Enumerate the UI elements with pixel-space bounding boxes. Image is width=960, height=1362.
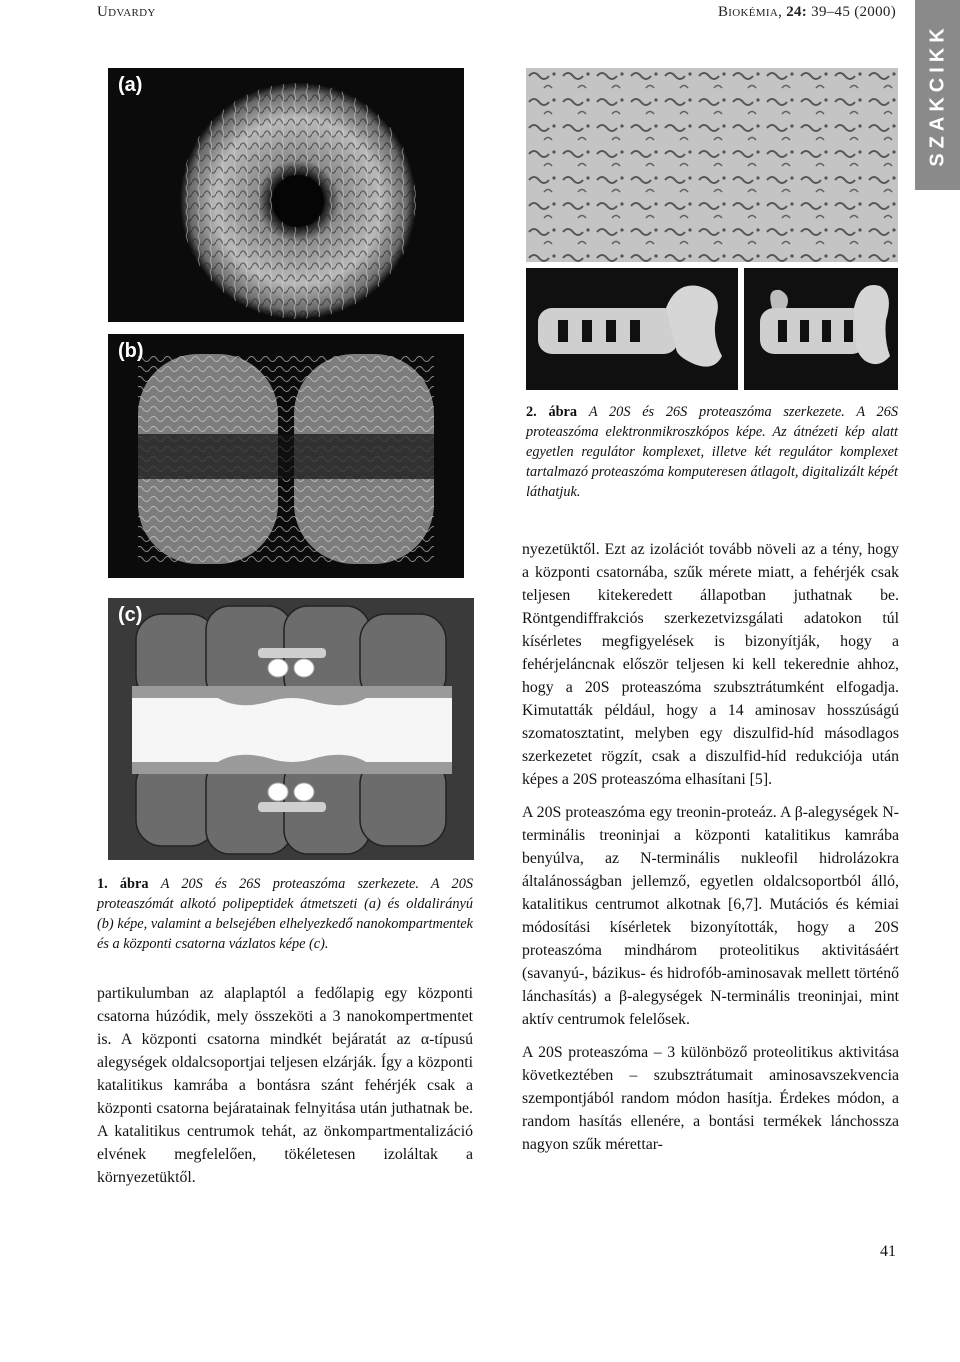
journal-pages: 39–45 (2000) xyxy=(811,4,896,20)
figure1-panel-c xyxy=(108,598,474,860)
figure1-caption xyxy=(97,874,473,954)
figure2-caption xyxy=(526,402,898,502)
figure2-average-double xyxy=(744,268,898,390)
figure1-caption-number: 1. ábra xyxy=(97,876,149,892)
panel-a-label: (a) xyxy=(118,74,143,96)
figure2-caption-number: 2. ábra xyxy=(526,404,578,420)
figure2-caption-text: A 20S és 26S proteaszóma szerkezete. A 26S proteaszóma elektronmikroszkópos képe. Az átnézeti kép alatt egyetlen regulátor komplexet, illetve két regulátor komplexet tartalmazó proteaszóma komputeresen átlagolt, digitalizált képét láthatjuk. xyxy=(526,404,898,500)
right-paragraph-3: A 20S proteaszóma – 3 különböző proteolitikus aktivitása következtében – szubsztrátumait aminosavszekvencia szempontjából random módon hasítja. Érdekes módon, a random hasítás ellenére, a bontási termékek lánchossza nagyon szűk mérettar- xyxy=(522,1044,899,1153)
right-column-text xyxy=(522,538,899,1166)
author-name: Udvardy xyxy=(97,4,156,20)
panel-a-image xyxy=(108,68,464,322)
page-number: 41 xyxy=(880,1243,896,1260)
panel-c-image xyxy=(108,598,474,860)
section-tab-label: SZAKCIKK xyxy=(926,23,948,167)
running-head-author xyxy=(97,4,156,21)
left-column-text xyxy=(97,982,473,1199)
panel-b-image xyxy=(108,334,464,578)
journal-volume: 24: xyxy=(786,4,808,20)
micrograph-image xyxy=(526,68,898,262)
right-paragraph-1: nyezetüktől. Ezt az izolációt tovább növeli az a tény, hogy a központi csatornába, szűk mérete miatt, a fehérjék csak teljesen kitekeredett állapotban juthatnak be. Röntgendiffrakciós szerkezetvizsgálati adatokon túl kísérletes megfigyelések is bizonyítják, hogy a fehérjeláncnak először teljesen ki kell tekerednie ahhoz, hogy a 20S proteaszóma szubsztrátumként elfogadja. Kimutatták például, hogy a 14 aminosav hosszúságú szomatosztatint, melyben egy diszulfid-híd másodlagos szerkezetet rögzít, csak a diszulfid-híd redukciója után képes a 20S proteaszóma elhasítani [5]. xyxy=(522,541,899,788)
figure1-panel-b xyxy=(108,334,464,578)
average-double-image xyxy=(744,268,898,390)
average-single-image xyxy=(526,268,738,390)
journal-name: Biokémia, xyxy=(718,4,783,20)
figure1-caption-text: A 20S és 26S proteaszóma szerkezete. A 20S proteaszómát alkotó polipeptidek átmetszeti (a) és oldalirányú (b) képe, valamint a belsejében elhelyezkedő nanokompartmentek és a központi csatorna vázlatos képe (c). xyxy=(97,876,473,952)
panel-c-label: (c) xyxy=(118,604,143,626)
panel-b-label: (b) xyxy=(118,340,144,362)
right-paragraph-2: A 20S proteaszóma egy treonin-proteáz. A β-alegységek N-terminális treoninjai a központi katalitikus kamrába benyúlva, az N-terminális nukleofil hidrolázokra általánosságban jellemző, egyetlen oldalcsoportból álló, katalitikus centrumot alkotnak [6,7]. Mutációs és kémiai módosítási kísérletek bizonyították, hogy a 20S proteaszóma mindhárom proteolitikus aktivitásáért (savanyú-, bázikus- és hidrofób-aminosavak mellett történő lánchasítás) a β-alegységek N-terminális treoninjai, mint aktív centrumok felelősek. xyxy=(522,804,899,1028)
left-paragraph-1: partikulumban az alaplaptól a fedőlapig egy központi csatorna húzódik, mely összeköti a 3 nanokompertmentet is. A központi csatorna mindkét bejáratát az α-típusú alegységek oldalcsoportjai teljesen elzárják. Így a központi katalitikus kamrába a bontásra szánt fehérjék csak a központi csatorna bejáratainak felnyitása után juthatnak be. A katalitikus centrumok tehát, az önkompartmentalizáció elvének megfelelően, tökéletesen izoláltak a környezetüktől. xyxy=(97,985,473,1186)
figure2-average-single xyxy=(526,268,738,390)
figure2-micrograph xyxy=(526,68,898,262)
figure1-panel-a xyxy=(108,68,464,322)
section-tab xyxy=(915,0,960,190)
running-head-journal xyxy=(718,4,896,21)
